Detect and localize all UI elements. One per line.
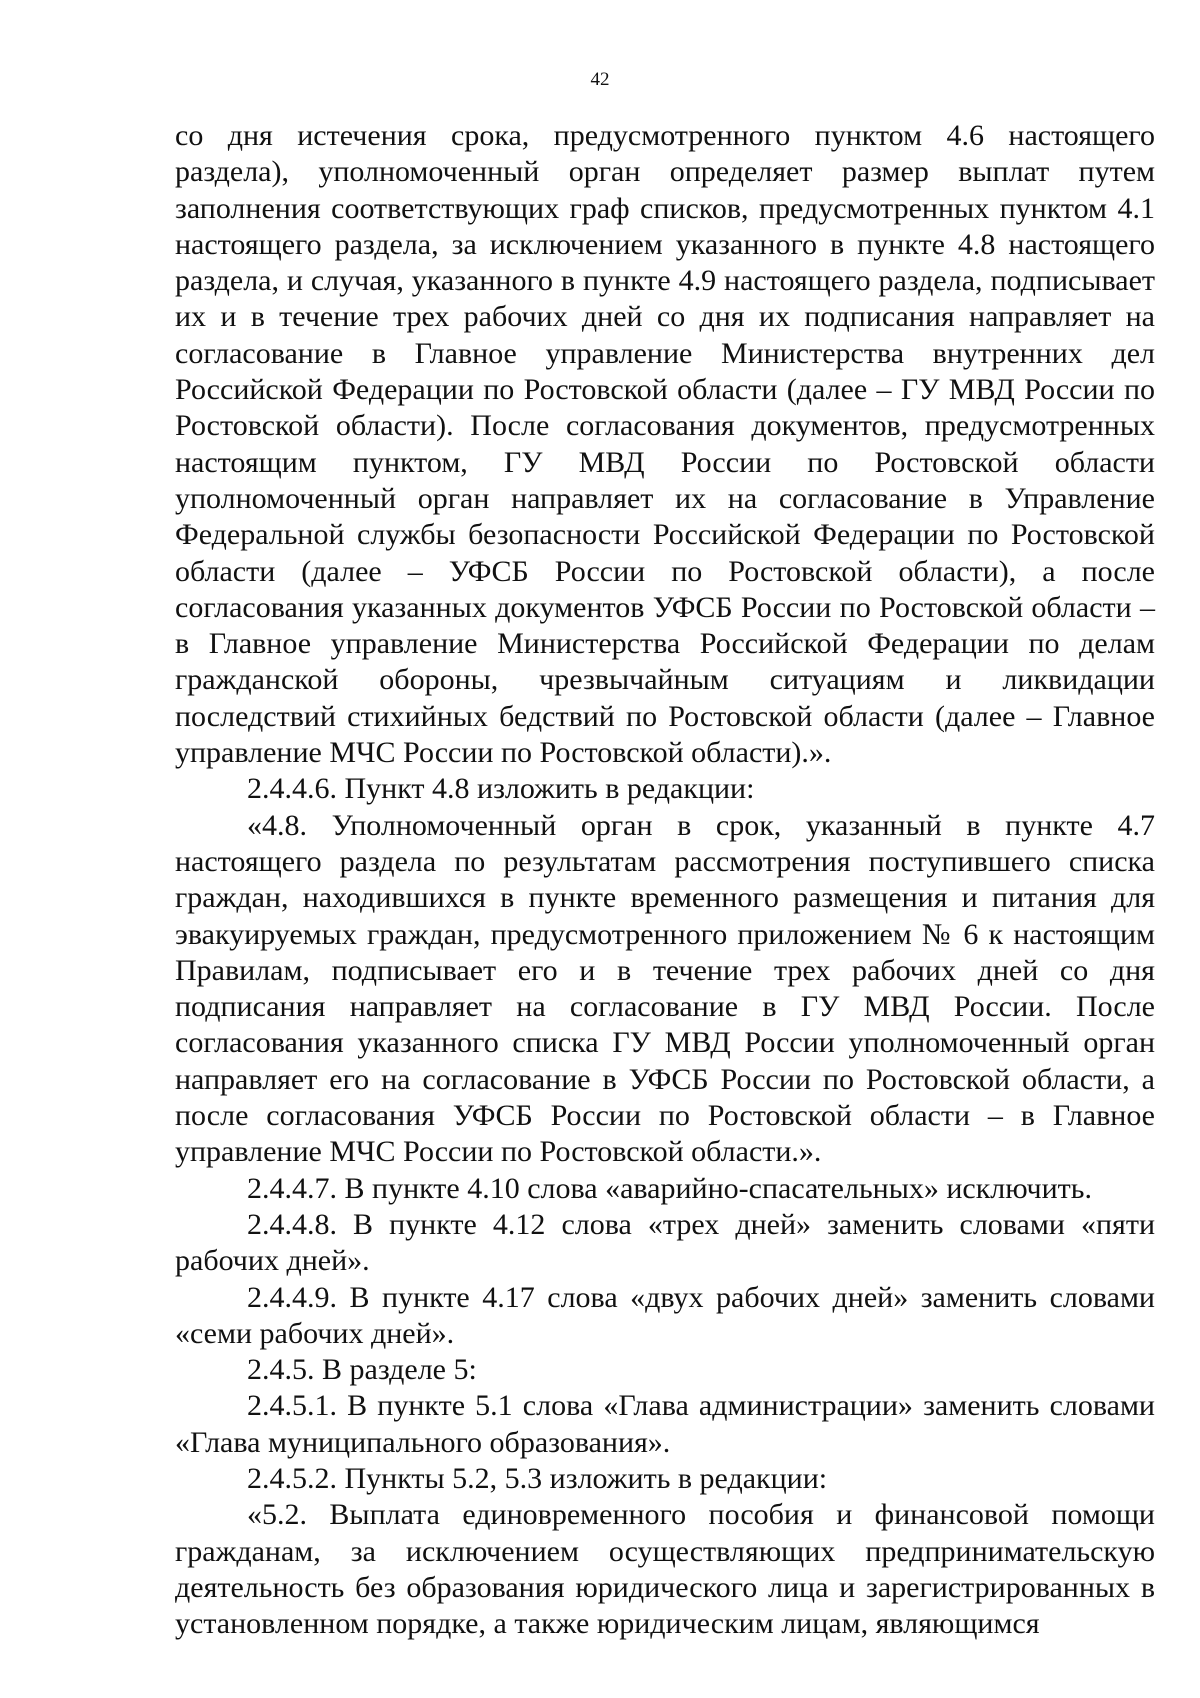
- paragraph-continuation: со дня истечения срока, предусмотренного пунктом 4.6 настоящего раздела), уполномоченный орган определяет размер выплат путем заполнения соответствующих граф списков, предусмотренных пунктом 4.1 настоящего раздела, за исключением указанного в пункте 4.8 настоящего раздела, и случая, указанного в пункте 4.9 настоящего раздела, подписывает их и в течение трех рабочих дней со дня их подписания направляет на согласование в Главное управление Министерства внутренних дел Российской Федерации по Ростовской области (далее – ГУ МВД России по Ростовской области). После согласования документов, предусмотренных настоящим пунктом, ГУ МВД России по Ростовской области уполномоченный орган направляет их на согласование в Управление Федеральной службы безопасности Российской Федерации по Ростовской области (далее – УФСБ России по Ростовской области), а после согласования указанных документов УФСБ России по Ростовской области – в Главное управление Министерства Российской Федерации по делам гражданской обороны, чрезвычайным ситуациям и ликвидации последствий стихийных бедствий по Ростовской области (далее – Главное управление МЧС России по Ростовской области).».: [175, 119, 1155, 770]
- paragraph-4-8-quote: «4.8. Уполномоченный орган в срок, указанный в пункте 4.7 настоящего раздела по результатам рассмотрения поступившего списка граждан, находившихся в пункте временного размещения и питания для эвакуируемых граждан, предусмотренного приложением № 6 к настоящим Правилам, подписывает его и в течение трех рабочих дней со дня подписания направляет на согласование в ГУ МВД России. После согласования указанного списка ГУ МВД России уполномоченный орган направляет его на согласование в УФСБ России по Ростовской области, а после согласования УФСБ России по Ростовской области – в Главное управление МЧС России по Ростовской области.».: [175, 808, 1155, 1169]
- paragraph-2-4-5: 2.4.5. В разделе 5:: [247, 1353, 477, 1387]
- paragraph-2-4-4-9: 2.4.4.9. В пункте 4.17 слова «двух рабочих дней» заменить словами «семи рабочих дней».: [175, 1280, 1155, 1350]
- paragraph-2-4-4-6: 2.4.4.6. Пункт 4.8 изложить в редакции:: [247, 772, 755, 806]
- paragraph-2-4-5-2: 2.4.5.2. Пункты 5.2, 5.3 изложить в редакции:: [247, 1461, 828, 1495]
- paragraph-5-2-quote: «5.2. Выплата единовременного пособия и финансовой помощи гражданам, за исключением осуществляющих предпринимательскую деятельность без образования юридического лица и зарегистрированных в установленном порядке, а также юридическим лицам, являющимся: [175, 1498, 1155, 1641]
- paragraph-2-4-5-1: 2.4.5.1. В пункте 5.1 слова «Глава администрации» заменить словами «Глава муниципального образования».: [175, 1389, 1155, 1459]
- paragraph-2-4-4-7: 2.4.4.7. В пункте 4.10 слова «аварийно-спасательных» исключить.: [247, 1171, 1092, 1205]
- document-body: [175, 118, 1155, 1642]
- paragraph-2-4-4-8: 2.4.4.8. В пункте 4.12 слова «трех дней» заменить словами «пяти рабочих дней».: [175, 1207, 1155, 1278]
- page-number: 42: [590, 69, 610, 90]
